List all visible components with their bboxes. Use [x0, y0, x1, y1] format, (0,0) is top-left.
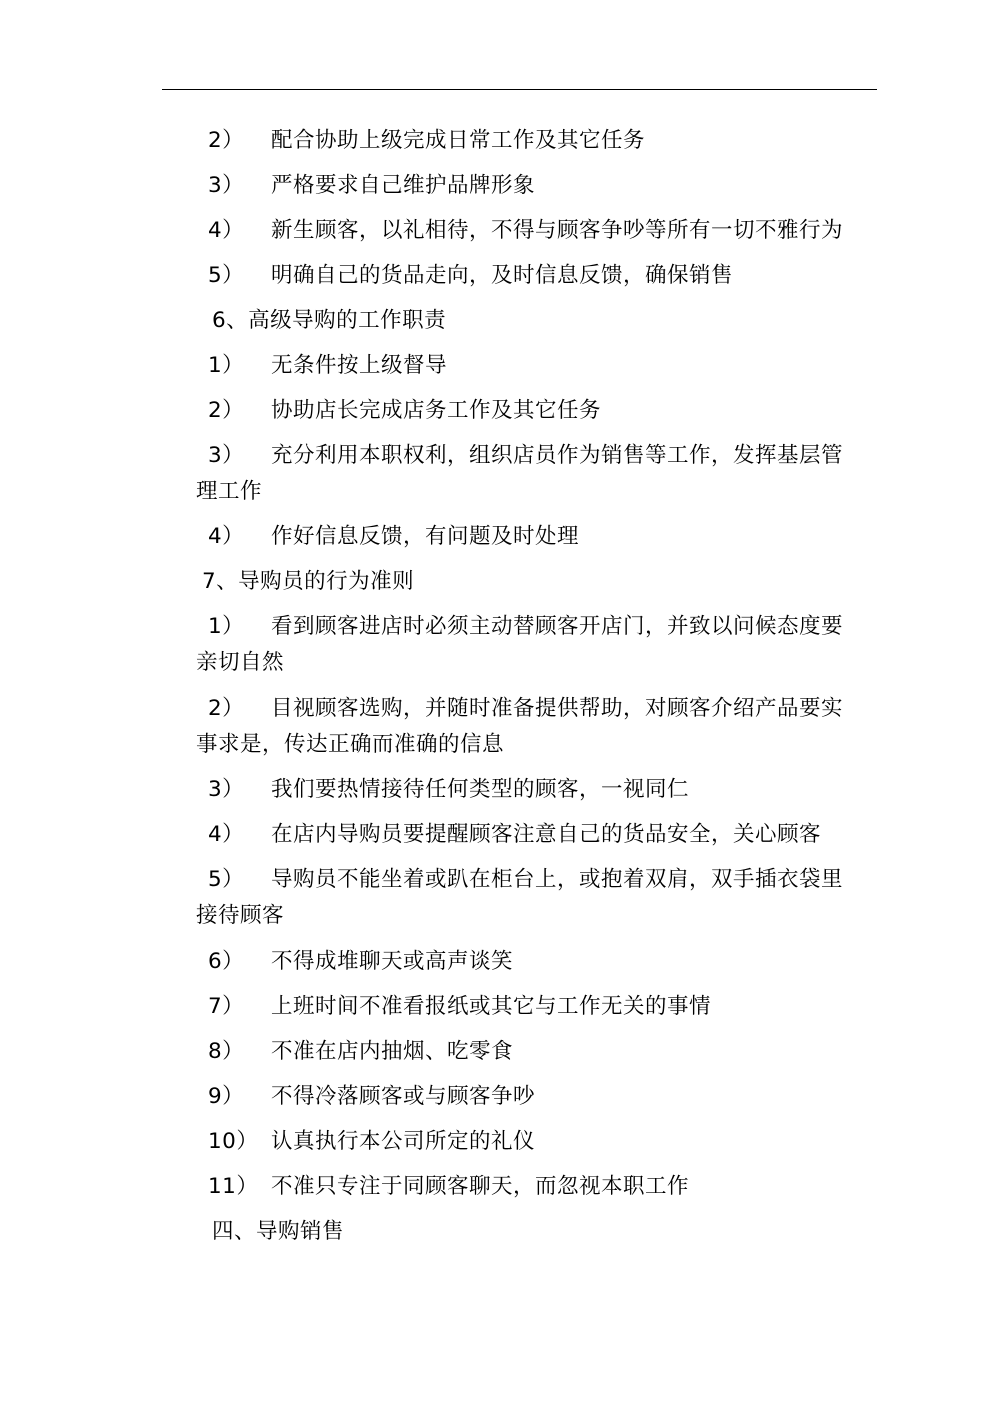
item-number: 4）: [208, 218, 245, 243]
item-number: 2）: [208, 398, 245, 423]
item-number: 11）: [208, 1174, 259, 1199]
item-number: 3）: [208, 777, 245, 802]
item-text: 在店内导购员要提醒顾客注意自己的货品安全，关心顾客: [271, 822, 822, 847]
item-number: 4）: [208, 822, 245, 847]
item-text: 目视顾客选购，并随时准备提供帮助，对顾客介绍产品要实: [271, 696, 844, 721]
item-number: 1）: [208, 614, 245, 639]
item-text: 认真执行本公司所定的礼仪: [271, 1129, 536, 1154]
item-number: 10）: [208, 1129, 259, 1154]
item-number: 7）: [208, 994, 245, 1019]
item-continuation-text: 接待顾客: [196, 903, 285, 928]
item-number: 9）: [208, 1084, 245, 1109]
item-text: 看到顾客进店时必须主动替顾客开店门，并致以问候态度要: [271, 614, 844, 639]
item-text: 不得成堆聊天或高声谈笑: [271, 949, 514, 974]
item-text: 上班时间不准看报纸或其它与工作无关的事情: [271, 994, 712, 1019]
item-number: 2）: [208, 696, 245, 721]
heading-text: 6、高级导购的工作职责: [212, 308, 447, 333]
item-number: 2）: [208, 128, 245, 153]
item-text: 不得冷落顾客或与顾客争吵: [271, 1084, 536, 1109]
item-number: 5）: [208, 867, 245, 892]
item-number: 5）: [208, 263, 245, 288]
item-text: 充分利用本职权利，组织店员作为销售等工作，发挥基层管: [271, 443, 844, 468]
item-continuation-text: 亲切自然: [196, 650, 285, 675]
item-number: 6）: [208, 949, 245, 974]
item-text: 无条件按上级督导: [271, 353, 448, 378]
item-number: 1）: [208, 353, 245, 378]
item-text: 新生顾客，以礼相待，不得与顾客争吵等所有一切不雅行为: [271, 218, 844, 243]
item-text: 导购员不能坐着或趴在柜台上，或抱着双肩，双手插衣袋里: [271, 867, 844, 892]
heading-text: 四、导购销售: [212, 1219, 345, 1244]
item-text: 我们要热情接待任何类型的顾客，一视同仁: [271, 777, 690, 802]
item-text: 作好信息反馈，有问题及时处理: [271, 524, 580, 549]
item-number: 4）: [208, 524, 245, 549]
item-text: 不准在店内抽烟、吃零食: [271, 1039, 514, 1064]
item-text: 协助店长完成店务工作及其它任务: [271, 398, 602, 423]
item-number: 3）: [208, 443, 245, 468]
item-text: 不准只专注于同顾客聊天，而忽视本职工作: [271, 1174, 690, 1199]
item-continuation-text: 理工作: [196, 479, 263, 504]
item-text: 明确自己的货品走向，及时信息反馈，确保销售: [271, 263, 734, 288]
heading-text: 7、导购员的行为准则: [202, 569, 415, 594]
item-text: 配合协助上级完成日常工作及其它任务: [271, 128, 646, 153]
header-rule: [162, 89, 877, 90]
item-number: 8）: [208, 1039, 245, 1064]
item-continuation-text: 事求是，传达正确而准确的信息: [196, 732, 505, 757]
item-number: 3）: [208, 173, 245, 198]
item-text: 严格要求自己维护品牌形象: [271, 173, 536, 198]
